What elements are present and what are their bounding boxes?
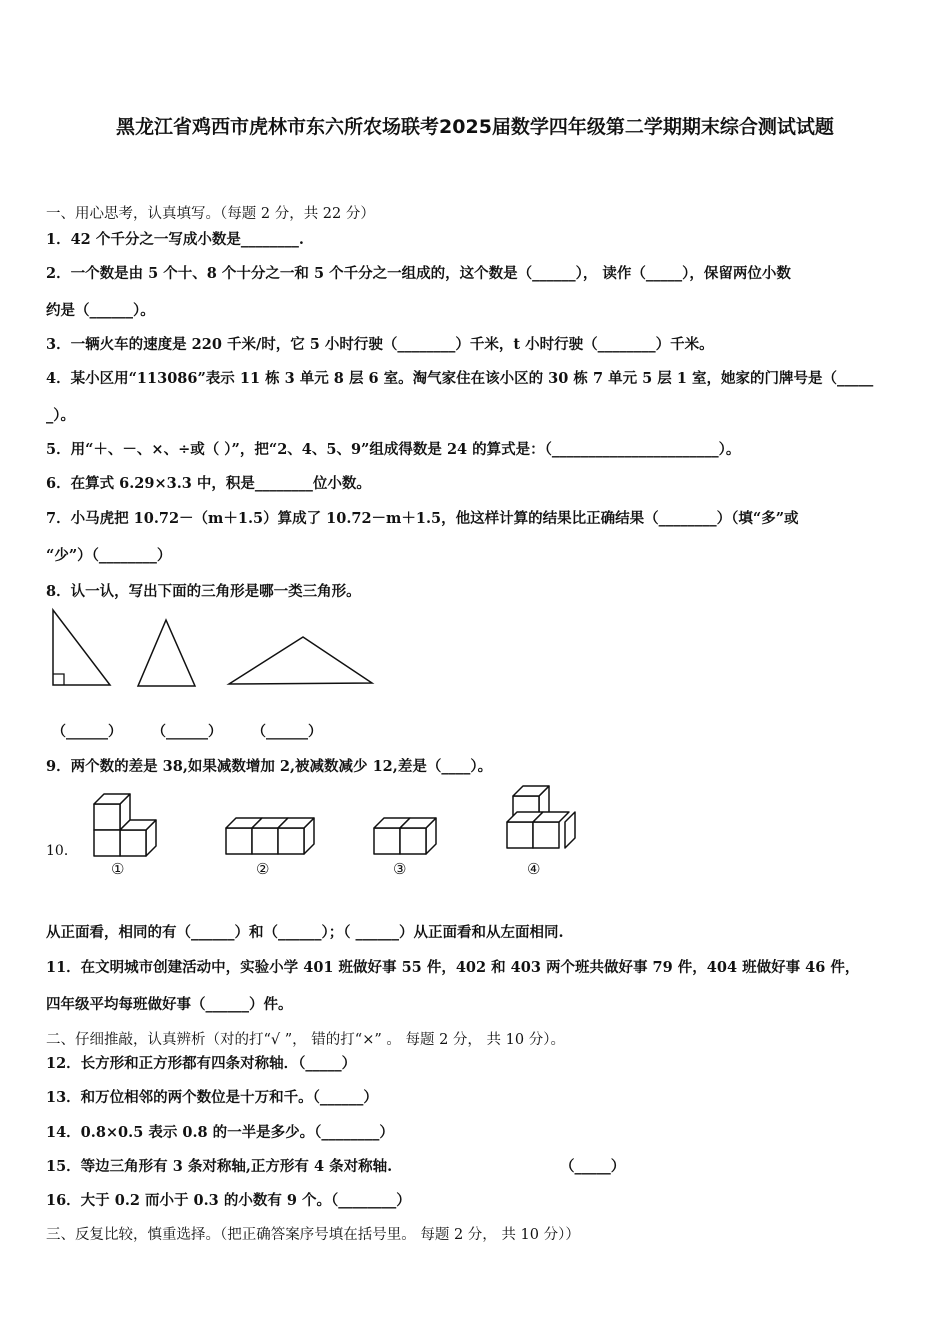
cube-caption-2: ② bbox=[256, 860, 270, 878]
obtuse-triangle bbox=[229, 637, 372, 684]
question-6: 6．在算式 6.29×3.3 中，积是________位小数。 bbox=[46, 475, 371, 492]
cubes-figure bbox=[88, 782, 588, 882]
question-10-text: 从正面看，相同的有（______）和（______）；（ ______）从正面看和从左面相同. bbox=[46, 924, 564, 941]
question-13: 13．和万位相邻的两个数位是十万和千。（______） bbox=[46, 1089, 378, 1106]
right-triangle bbox=[53, 610, 110, 685]
question-5: 5．用“＋、－、×、÷或（ ）”，把“2、4、5、9”组成得数是 24 的算式是：（_______________________）。 bbox=[46, 441, 741, 458]
section-3-heading: 三、反复比较，慎重选择。（把正确答案序号填在括号里。 每题 2 分， 共 10 分）） bbox=[46, 1227, 580, 1243]
cube-figure-2 bbox=[226, 818, 314, 854]
cube-caption-1: ① bbox=[111, 860, 125, 878]
question-11-line-2: 四年级平均每班做好事（______）件。 bbox=[46, 996, 293, 1013]
question-7-line-2: “少”）（________） bbox=[46, 547, 172, 564]
question-15: 15．等边三角形有 3 条对称轴,正方形有 4 条对称轴. bbox=[46, 1158, 393, 1175]
question-8: 8．认一认，写出下面的三角形是哪一类三角形。 bbox=[46, 583, 361, 600]
question-15-blank: （_____） bbox=[560, 1158, 626, 1175]
question-1: 1．42 个千分之一写成小数是________. bbox=[46, 231, 304, 248]
question-3: 3．一辆火车的速度是 220 千米/时，它 5 小时行驶（________）千米，t 小时行驶（________）千米。 bbox=[46, 336, 714, 353]
question-9: 9．两个数的差是 38,如果减数增加 2,被减数减少 12,差是（____）。 bbox=[46, 758, 493, 775]
cube-caption-3: ③ bbox=[393, 860, 407, 878]
question-10-label: 10． bbox=[46, 843, 78, 859]
cube-figure-3 bbox=[374, 818, 436, 854]
triangles-figure bbox=[46, 606, 386, 696]
section-1-heading: 一、用心思考，认真填写。（每题 2 分，共 22 分） bbox=[46, 206, 375, 222]
question-11-line-1: 11．在文明城市创建活动中，实验小学 401 班做好事 55 件，402 和 403 两个班共做好事 79 件，404 班做好事 46 件， bbox=[46, 959, 860, 976]
cube-figure-1 bbox=[94, 794, 156, 856]
question-4-line-2: _）。 bbox=[46, 407, 75, 424]
page-title: 黑龙江省鸡西市虎林市东六所农场联考2025届数学四年级第二学期期末综合测试试题 bbox=[116, 116, 834, 138]
triangle-blank-3: （______） bbox=[252, 724, 322, 740]
question-2-line-1: 2．一个数是由 5 个十、8 个十分之一和 5 个千分之一组成的，这个数是（______）， 读作（_____），保留两位小数 bbox=[46, 265, 791, 282]
question-4-line-1: 4．某小区用“113086”表示 11 栋 3 单元 8 层 6 室。淘气家住在该小区的 30 栋 7 单元 5 层 1 室，她家的门牌号是（_____ bbox=[46, 370, 874, 387]
question-12: 12．长方形和正方形都有四条对称轴．（_____） bbox=[46, 1055, 357, 1072]
cube-figure-4 bbox=[507, 786, 575, 848]
section-2-heading: 二、仔细推敲，认真辨析（对的打“√ ”， 错的打“×” 。 每题 2 分， 共 10 分）。 bbox=[46, 1032, 565, 1048]
cube-caption-4: ④ bbox=[527, 860, 541, 878]
acute-triangle bbox=[138, 620, 195, 686]
question-14: 14．0.8×0.5 表示 0.8 的一半是多少。（________） bbox=[46, 1124, 394, 1141]
triangle-blank-1: （______） bbox=[52, 724, 122, 740]
question-2-line-2: 约是（______）。 bbox=[46, 302, 155, 319]
question-7-line-1: 7．小马虎把 10.72－（m＋1.5）算成了 10.72－m＋1.5，他这样计算的结果比正确结果（________）（填“多”或 bbox=[46, 510, 799, 527]
question-16: 16．大于 0.2 而小于 0.3 的小数有 9 个。（________） bbox=[46, 1192, 411, 1209]
triangle-blank-2: （______） bbox=[152, 724, 222, 740]
